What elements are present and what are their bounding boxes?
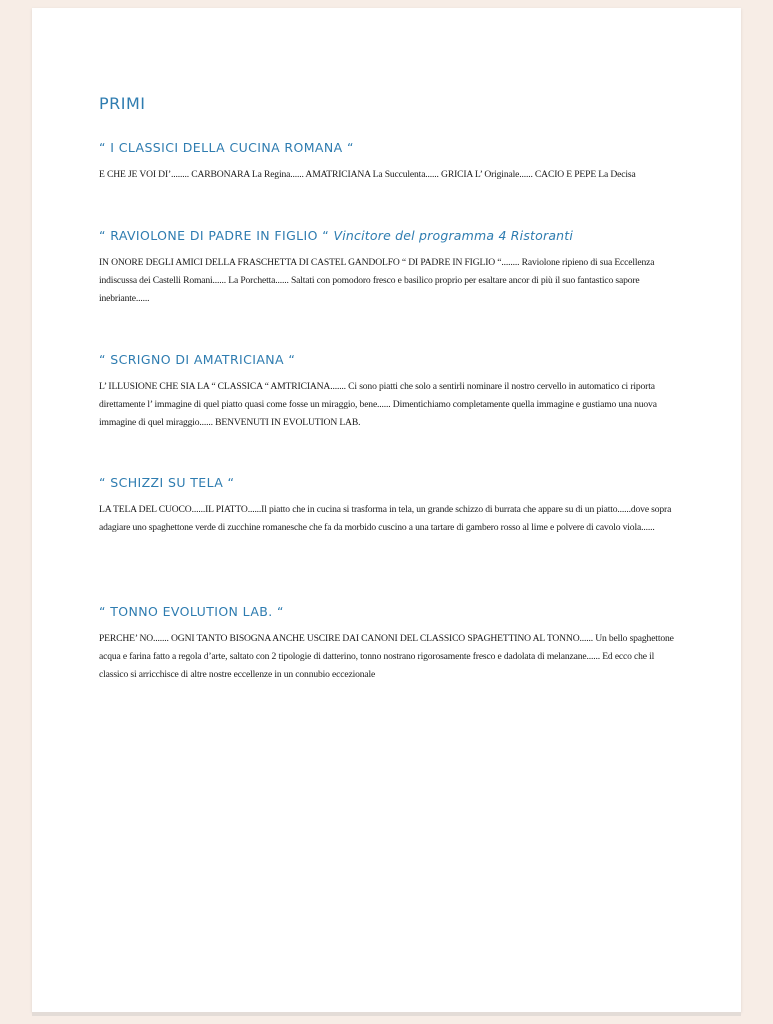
section-subheading: Vincitore del programma 4 Ristoranti <box>333 228 574 243</box>
menu-section-schizzi <box>99 474 679 537</box>
menu-section-scrigno <box>99 351 679 432</box>
section-heading-text: “ SCHIZZI SU TELA “ <box>99 475 235 490</box>
section-description: E CHE JE VOI DI’........ CARBONARA La Regina...... AMATRICIANA La Succulenta...... GRICIA L’ Originale...... CACIO E PEPE La Decisa <box>99 169 636 180</box>
page-title: PRIMI <box>99 94 146 113</box>
section-heading-text: “ SCRIGNO DI AMATRICIANA “ <box>99 352 296 367</box>
section-heading <box>99 227 679 245</box>
section-heading <box>99 603 679 621</box>
section-heading <box>99 474 679 492</box>
section-description: LA TELA DEL CUOCO......IL PIATTO......Il piatto che in cucina si trasforma in tela, un grande schizzo di burrata che appare su di un piatto......dove sopra adagiare uno spaghettone verde di zucchine romanesche che fa da morbido cuscino a una tartare di gambero rosso al lime e polvere di cavolo viola...... <box>99 504 672 533</box>
document-page <box>32 8 741 1012</box>
section-description: PERCHE’ NO....... OGNI TANTO BISOGNA ANCHE USCIRE DAI CANONI DEL CLASSICO SPAGHETTINO AL TONNO...... Un bello spaghettone acqua e farina fatto a regola d’arte, saltato con 2 tipologie di datterino, tonno nostrano rigorosamente fresco e dadolata di melanzane...... Ed ecco che il classico si arricchisce di altre nostre eccellenze in un connubio eccezionale <box>99 633 674 680</box>
section-description: L’ ILLUSIONE CHE SIA LA “ CLASSICA “ AMTRICIANA....... Ci sono piatti che solo a sentirli nominare il nostro cervello in automatico ci riporta direttamente l’ immagine di quel piatto quasi come fosse un miraggio, bene...... Dimentichiamo completamente quella immagine e gustiamo una nuova immagine di quel miraggio...... BENVENUTI IN EVOLUTION LAB. <box>99 381 657 428</box>
menu-section-tonno <box>99 603 679 684</box>
section-heading-text: “ I CLASSICI DELLA CUCINA ROMANA “ <box>99 140 354 155</box>
section-heading-text: “ RAVIOLONE DI PADRE IN FIGLIO “ <box>99 228 330 243</box>
section-description: IN ONORE DEGLI AMICI DELLA FRASCHETTA DI CASTEL GANDOLFO “ DI PADRE IN FIGLIO “........ Raviolone ripieno di sua Eccellenza indiscussa dei Castelli Romani...... La Porchetta...... Saltati con pomodoro fresco e basilico proprio per esaltare ancor di più il suo fantastico sapore inebriante...... <box>99 257 655 304</box>
section-heading <box>99 139 679 157</box>
section-heading <box>99 351 679 369</box>
menu-section-classici <box>99 139 679 184</box>
menu-section-raviolone <box>99 227 679 308</box>
section-heading-text: “ TONNO EVOLUTION LAB. “ <box>99 604 284 619</box>
page-shadow <box>32 1012 741 1016</box>
